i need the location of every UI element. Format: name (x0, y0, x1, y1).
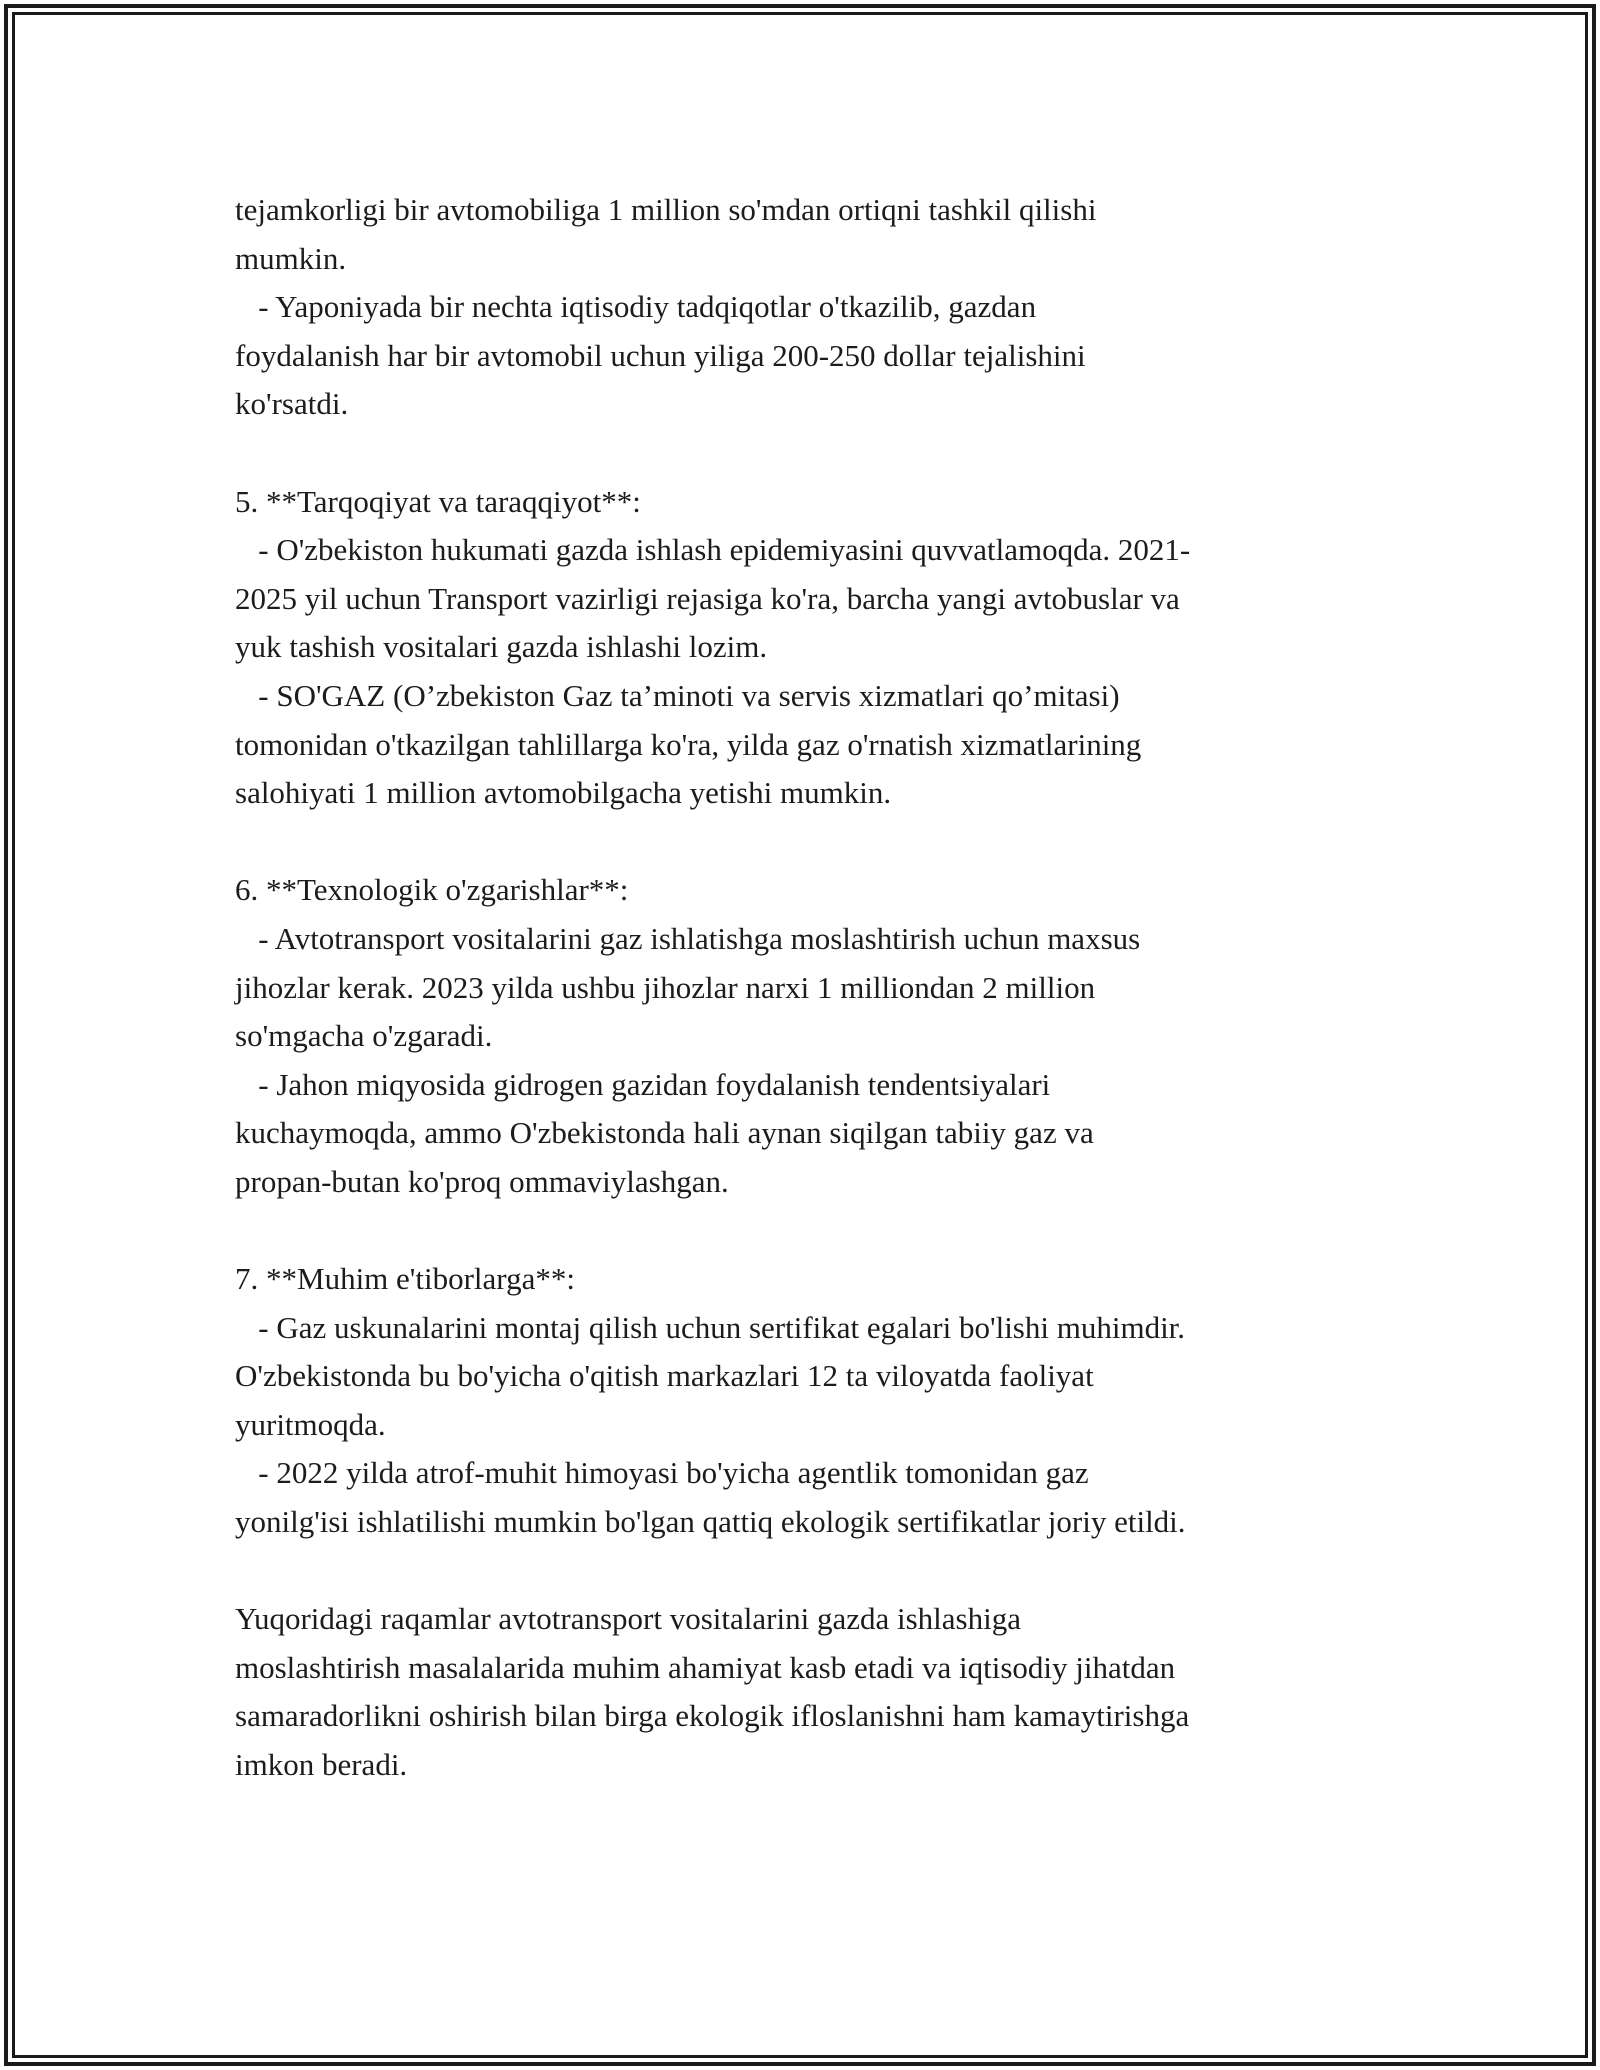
text-line: O'zbekistonda bu bo'yicha o'qitish markazlari 12 ta viloyatda faoliyat (235, 1358, 1094, 1394)
conclusion-line: imkon beradi. (235, 1747, 408, 1782)
text-line: yonilg'isi ishlatilishi mumkin bo'lgan qattiq ekologik sertifikatlar joriy etildi. (235, 1504, 1186, 1540)
text-line: so'mgacha o'zgaradi. (235, 1018, 493, 1054)
section-heading-6: 6. **Texnologik o'zgarishlar**: (235, 872, 629, 908)
section-heading-5: 5. **Tarqoqiyat va taraqqiyot**: (235, 483, 641, 519)
text-line: tejamkorligi bir avtomobiliga 1 million so'mdan ortiqni tashkil qilishi (235, 192, 1097, 227)
text-line: - Yaponiyada bir nechta iqtisodiy tadqiqotlar o'tkazilib, gazdan (235, 289, 1037, 325)
text-line: 2025 yil uchun Transport vazirligi rejasiga ko'ra, barcha yangi avtobuslar va (235, 580, 1180, 616)
document-body (235, 186, 1395, 1790)
conclusion-line: Yuqoridagi raqamlar avtotransport vositalarini gazda ishlashiga (235, 1601, 1021, 1637)
text-line: - Gaz uskunalarini montaj qilish uchun sertifikat egalari bo'lishi muhimdir. (235, 1309, 1186, 1345)
text-line: mumkin. (235, 240, 347, 276)
text-line: ko'rsatdi. (235, 386, 349, 422)
text-line: foydalanish har bir avtomobil uchun yiliga 200-250 dollar tejalishini (235, 337, 1086, 373)
text-line: kuchaymoqda, ammo O'zbekistonda hali aynan siqilgan tabiiy gaz va (235, 1115, 1094, 1151)
text-line: jihozlar kerak. 2023 yilda ushbu jihozlar narxi 1 milliondan 2 million (235, 969, 1096, 1005)
paragraph-spacer (235, 1206, 1395, 1255)
text-line: tomonidan o'tkazilgan tahlillarga ko'ra, yilda gaz o'rnatish xizmatlarining (235, 726, 1142, 762)
paragraph-spacer (235, 429, 1395, 478)
text-line: - Jahon miqyosida gidrogen gazidan foydalanish tendentsiyalari (235, 1066, 1051, 1102)
text-line: - O'zbekiston hukumati gazda ishlash epidemiyasini quvvatlamoqda. 2021- (235, 532, 1191, 568)
paragraph-spacer (235, 1547, 1395, 1596)
text-line: yuk tashish vositalari gazda ishlashi lozim. (235, 629, 768, 665)
text-line: - Avtotransport vositalarini gaz ishlatishga moslashtirish uchun maxsus (235, 920, 1141, 956)
conclusion-line: samaradorlikni oshirish bilan birga ekologik ifloslanishni ham kamaytirishga (235, 1698, 1190, 1734)
text-line: - SO'GAZ (O’zbekiston Gaz ta’minoti va servis xizmatlari qo’mitasi) (235, 677, 1120, 713)
text-line: propan-butan ko'proq ommaviylashgan. (235, 1163, 729, 1199)
section-heading-7: 7. **Muhim e'tiborlarga**: (235, 1261, 575, 1297)
text-line: - 2022 yilda atrof-muhit himoyasi bo'yicha agentlik tomonidan gaz (235, 1455, 1089, 1491)
text-line: salohiyati 1 million avtomobilgacha yetishi mumkin. (235, 775, 892, 811)
paragraph-spacer (235, 818, 1395, 867)
text-line: yuritmoqda. (235, 1406, 386, 1442)
conclusion-line: moslashtirish masalalarida muhim ahamiyat kasb etadi va iqtisodiy jihatdan (235, 1649, 1176, 1685)
